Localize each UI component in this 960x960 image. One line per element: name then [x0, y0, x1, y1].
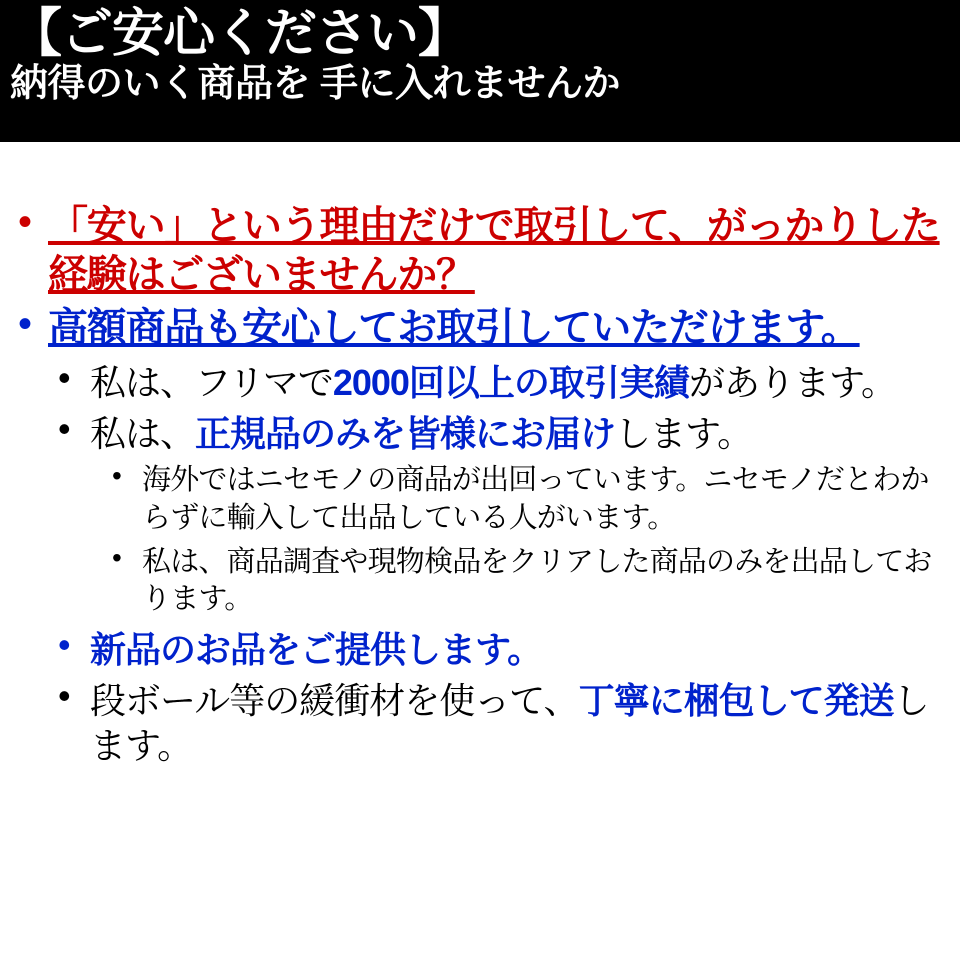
trade-record-emphasis: 2000回以上の取引実績 — [332, 362, 689, 404]
packaging-text — [90, 680, 929, 766]
trade-record-post: があります。 — [688, 362, 897, 404]
new-products-emphasis: 新品のお品をご提供 — [90, 629, 406, 671]
list-item-counterfeit-note — [14, 462, 946, 537]
list-item-new-products — [14, 624, 946, 672]
level3-group — [14, 462, 946, 619]
bullet-icon: • — [58, 408, 71, 450]
level2-group — [14, 357, 946, 768]
packaging-post: します。 — [90, 680, 929, 767]
inspection-note-text: 私は、商品調査や現物検品をクリアした商品のみを出品しております。 — [142, 545, 932, 616]
genuine-goods-emphasis: 正規品のみを皆様にお届け — [195, 413, 616, 455]
list-item-trade-record — [14, 357, 946, 405]
bullet-icon: • — [58, 357, 71, 399]
trade-record-pre: 私は、フリマで — [90, 362, 333, 404]
genuine-goods-post: します。 — [615, 413, 753, 455]
blue-heading-text: 高額商品も安心してお取引していただけます。 — [48, 305, 860, 350]
bullet-list-level1 — [14, 202, 946, 768]
new-products-text — [90, 629, 542, 670]
bullet-icon: • — [18, 200, 33, 244]
list-item-genuine-goods — [14, 408, 946, 456]
red-warning-text: 「安い」という理由だけで取引して、がっかりした経験はございませんか？ — [48, 204, 940, 297]
trade-record-text — [90, 362, 896, 403]
list-item-packaging — [14, 675, 946, 768]
list-item-inspection-note — [14, 541, 946, 619]
new-products-post: します。 — [405, 629, 543, 671]
bullet-icon: • — [58, 624, 71, 666]
packaging-emphasis: 丁寧に梱包して発送 — [578, 680, 894, 722]
bullet-list-level3 — [14, 462, 946, 619]
bullet-icon: • — [18, 301, 33, 346]
genuine-goods-text — [90, 413, 752, 454]
bullet-icon: • — [112, 460, 122, 492]
header-title: 【ご安心ください】 — [10, 5, 470, 63]
bullet-list-level2 — [14, 357, 946, 768]
bullet-icon: • — [58, 675, 71, 717]
header-subtitle: 納得のいく商品を 手に入れませんか — [10, 63, 621, 106]
packaging-pre: 段ボール等の緩衝材を使って、 — [90, 680, 579, 722]
bullet-icon: • — [112, 541, 122, 573]
counterfeit-note-text: 海外ではニセモノの商品が出回っています。ニセモノだとわからずに輸入して出品している人がいます。 — [142, 464, 929, 535]
genuine-goods-pre: 私は、 — [90, 413, 196, 455]
list-item-red-warning — [14, 202, 946, 300]
header-banner — [0, 0, 960, 142]
list-item-blue-heading — [14, 301, 946, 353]
content-body — [0, 142, 960, 768]
